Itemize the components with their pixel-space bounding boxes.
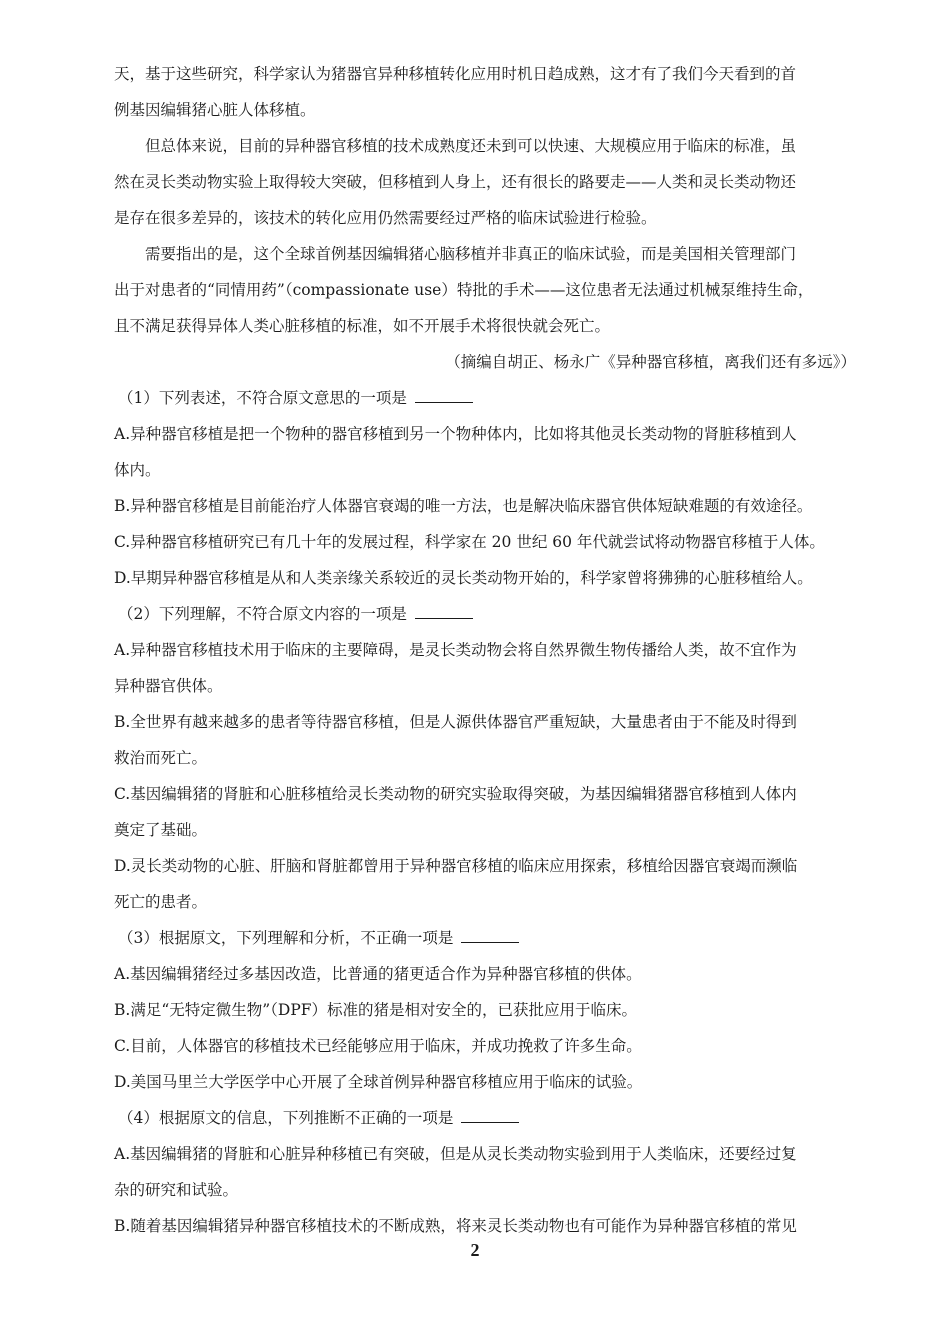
document-body xyxy=(114,56,862,1244)
passage-line: 且不满足获得异体人类心脏移植的标准，如不开展手术将很快就会死亡。 xyxy=(114,317,611,335)
question-stem-text: （1）下列表述，不符合原文意思的一项是 xyxy=(118,389,407,407)
question-stem xyxy=(114,1100,862,1136)
option-line: A.基因编辑猪经过多基因改造，比普通的猪更适合作为异种器官移植的供体。 xyxy=(114,965,642,983)
question-stem-text: （4）根据原文的信息，下列推断不正确的一项是 xyxy=(118,1109,454,1127)
option-line: B.异种器官移植是目前能治疗人体器官衰竭的唯一方法，也是解决临床器官供体短缺难题的有效途径。 xyxy=(114,497,813,515)
option-line: C.基因编辑猪的肾脏和心脏移植给灵长类动物的研究实验取得突破，为基因编辑猪器官移植到人体内 xyxy=(114,785,797,803)
option-line: B.满足“无特定微生物”（DPF）标准的猪是相对安全的，已获批应用于临床。 xyxy=(114,1001,638,1019)
passage-line: 是存在很多差异的，该技术的转化应用仍然需要经过严格的临床试验进行检验。 xyxy=(114,209,657,227)
question-stem xyxy=(114,596,862,632)
option-line: C.目前，人体器官的移植技术已经能够应用于临床，并成功挽救了许多生命。 xyxy=(114,1037,642,1055)
option-line: 奠定了基础。 xyxy=(114,821,208,839)
question-stem xyxy=(114,920,862,956)
option-line: B.全世界有越来越多的患者等待器官移植，但是人源供体器官严重短缺，大量患者由于不能及时得到 xyxy=(114,713,797,731)
option-line: A.异种器官移植技术用于临床的主要障碍，是灵长类动物会将自然界微生物传播给人类，故不宜作为 xyxy=(114,641,797,659)
option-line: 体内。 xyxy=(114,461,161,479)
option-line: 救治而死亡。 xyxy=(114,749,208,767)
passage-line: 例基因编辑猪心脏人体移植。 xyxy=(114,101,316,119)
question-stem xyxy=(114,380,862,416)
passage-line: 然在灵长类动物实验上取得较大突破，但移植到人身上，还有很长的路要走——人类和灵长类动物还 xyxy=(114,173,797,191)
option-line: D.灵长类动物的心脏、肝脑和肾脏都曾用于异种器官移植的临床应用探索，移植给因器官衰竭而濒临 xyxy=(114,857,798,875)
passage-line: 出于对患者的“同情用药”（compassionate use）特批的手术——这位患者无法通过机械泵维持生命， xyxy=(114,281,814,299)
answer-blank xyxy=(461,1108,519,1123)
option-line: 杂的研究和试验。 xyxy=(114,1181,239,1199)
option-line: B.随着基因编辑猪异种器官移植技术的不断成熟，将来灵长类动物也有可能作为异种器官移植的常见 xyxy=(114,1217,797,1235)
answer-blank xyxy=(415,388,473,403)
answer-blank xyxy=(461,928,519,943)
option-line: D.早期异种器官移植是从和人类亲缘关系较近的灵长类动物开始的，科学家曾将狒狒的心脏移植给人。 xyxy=(114,569,813,587)
option-line: C.异种器官移植研究已有几十年的发展过程，科学家在 20 世纪 60 年代就尝试将动物器官移植于人体。 xyxy=(114,533,825,551)
passage-line: 天，基于这些研究，科学家认为猪器官异种移植转化应用时机日趋成熟，这才有了我们今天看到的首 xyxy=(114,65,797,83)
question-stem-text: （2）下列理解，不符合原文内容的一项是 xyxy=(118,605,407,623)
option-line: A.基因编辑猪的肾脏和心脏异种移植已有突破，但是从灵长类动物实验到用于人类临床，还要经过复 xyxy=(114,1145,797,1163)
option-line: A.异种器官移植是把一个物种的器官移植到另一个物种体内，比如将其他灵长类动物的肾脏移植到人 xyxy=(114,425,797,443)
passage-line: 但总体来说，目前的异种器官移植的技术成熟度还未到可以快速、大规模应用于临床的标准，虽 xyxy=(145,137,797,155)
page-number: 2 xyxy=(470,1240,480,1260)
option-line: 异种器官供体。 xyxy=(114,677,223,695)
option-line: D.美国马里兰大学医学中心开展了全球首例异种器官移植应用于临床的试验。 xyxy=(114,1073,643,1091)
source-citation: （摘编自胡正、杨永广《异种器官移植，离我们还有多远》） xyxy=(445,353,856,371)
question-stem-text: （3）根据原文，下列理解和分析，不正确一项是 xyxy=(118,929,454,947)
option-line: 死亡的患者。 xyxy=(114,893,208,911)
answer-blank xyxy=(415,604,473,619)
passage-line: 需要指出的是，这个全球首例基因编辑猪心脑移植并非真正的临床试验，而是美国相关管理部门 xyxy=(145,245,797,263)
